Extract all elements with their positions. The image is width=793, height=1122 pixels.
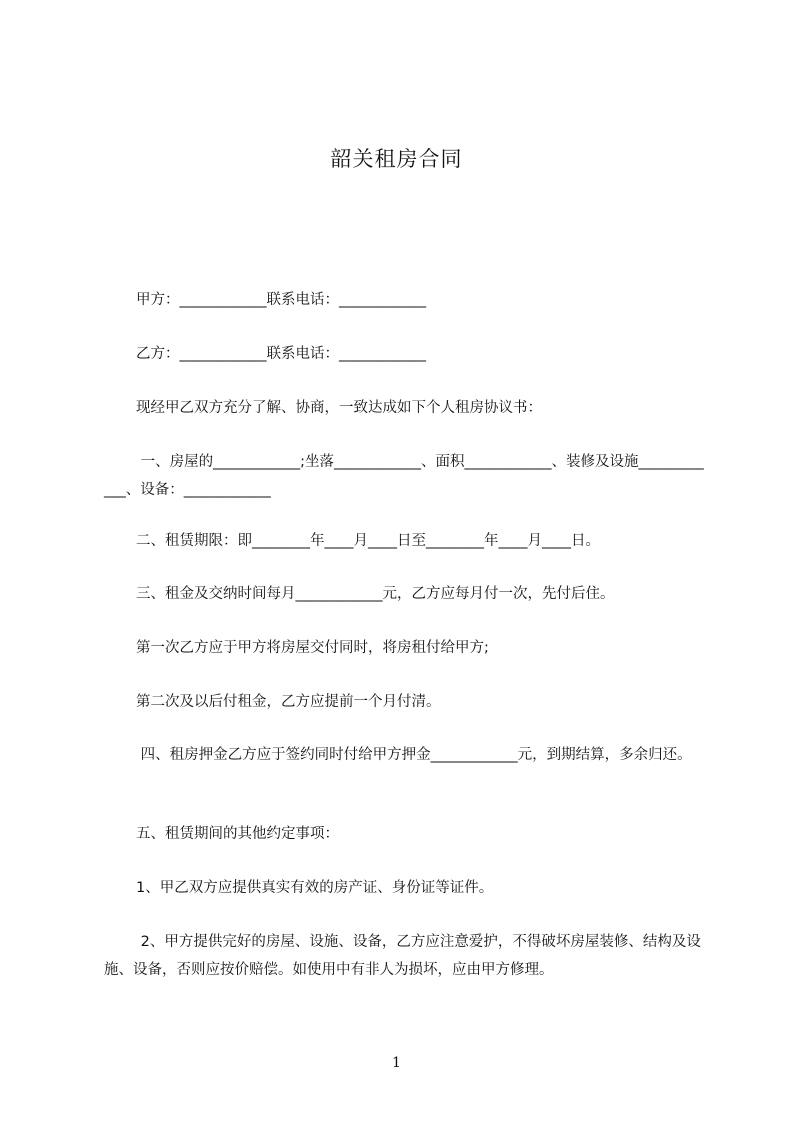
clause-1-property: 一、房屋的____________;坐落____________、面积____________、装修及设施____________、设备：____________: [104, 454, 704, 498]
page-number: 1: [392, 1055, 401, 1071]
first-payment: 第一次乙方应于甲方将房屋交付同时，将房租付给甲方;: [136, 640, 489, 656]
subsequent-payment: 第二次及以后付租金，乙方应提前一个月付清。: [136, 694, 441, 710]
party-a-line: 甲方：____________联系电话：____________: [136, 292, 426, 308]
clause-4-deposit: 四、租房押金乙方应于签约同时付给甲方押金____________元，到期结算，多余归还。: [136, 747, 692, 763]
term-2-maintenance: 2、甲方提供完好的房屋、设施、设备，乙方应注意爱护，不得破坏房屋装修、结构及设施、设备，否则应按价赔偿。如使用中有非人为损坏，应由甲方修理。: [104, 934, 701, 978]
party-b-line: 乙方：____________联系电话：____________: [136, 346, 426, 362]
clause-3-rent: 三、租金及交纳时间每月____________元，乙方应每月付一次，先付后住。: [136, 586, 615, 602]
clause-2-term: 二、租赁期限：即________年____月____日至________年____月____日。: [136, 533, 600, 549]
agreement-intro: 现经甲乙双方充分了解、协商，一致达成如下个人租房协议书：: [136, 400, 542, 416]
term-1-documents: 1、甲乙双方应提供真实有效的房产证、身份证等证件。: [136, 880, 494, 896]
clause-5-other-terms: 五、租赁期间的其他约定事项：: [136, 826, 339, 842]
document-title: 韶关租房合同: [330, 147, 463, 171]
